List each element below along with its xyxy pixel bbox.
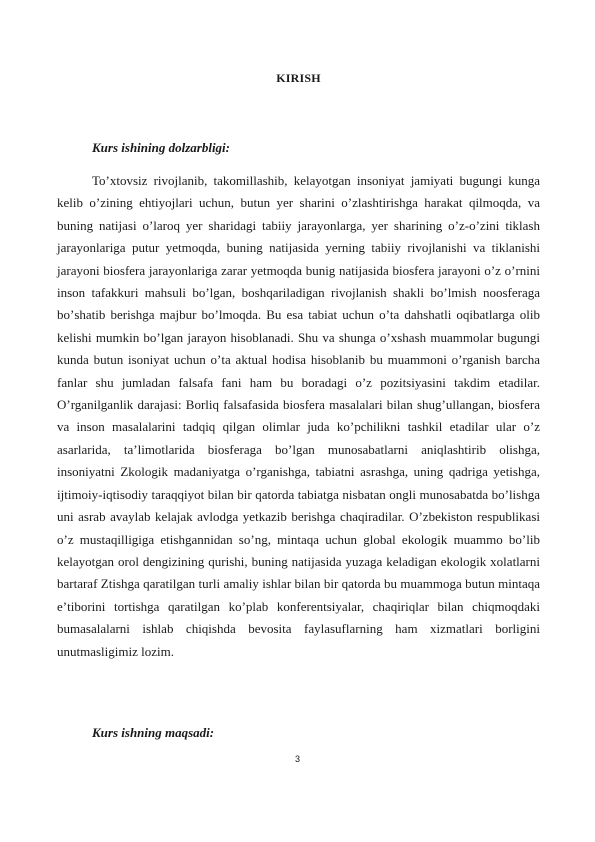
body-paragraph: Toʼxtovsiz rivojlanib, takomillashib, kelayotgan insoniyat jamiyati bugungi kunga kelib oʼzining ehtiyojlari uchun, butun yer sharini oʼzlashtirishga harakat qilmoqda, va buning natijasi oʼlaroq yer sharidagi tabiiy jarayonlarga, yer sharining oʼz-oʼzini tiklash jarayonlariga putur yetmoqda, buning natijasida yerning tabiiy rivojlanishi va tiklanishi jarayoni biosfera jarayonlariga zarar yetmoqda bunig natijasida biosfera jarayoni oʼz oʼrnini inson tafakkuri mahsuli boʼlgan, boshqariladigan rivojlanish shakli boʼlmish noosferaga boʼshatib berishga majbur boʼlmoqda. Bu esa tabiat uchun oʼta dahshatli oqibatlarga olib kelishi mumkin boʼlgan jarayon hisoblanadi. Shu va shunga oʼxshash muammolar bugungi kunda butun isoniyat uchun oʼta aktual hodisa hisoblanib bu muammoni oʼrganish barcha fanlar shu jumladan falsafa fani ham bu boradagi oʼz pozitsiyasini takdim etadilar. Oʼrganilganlik darajasi: Borliq falsafasida biosfera masalalari bilan shugʼullangan, biosfera va inson masalalarini tadqiq qilgan olimlar juda koʼpchilikni tashkil etadilar ular oʼz asarlarida, taʼlimotlarida biosferaga boʼlgan munosabatlarni aniqlashtirib olishga, insoniyatni Zkologik madaniyatga oʼrganishga, tabiatni asrashga, uning qadriga yetishga, ijtimoiy-iqtisodiy taraqqiyot bilan bir qatorda tabiatga nisbatan ongli munosabatda boʼlishga uni asrab avaylab kelajak avlodga yetkazib berishga chaqiradilar. Oʼzbekiston respublikasi oʼz mustaqilligiga etishgannidan soʼng, mintaqa uchun global ekologik muammo boʼlib kelayotgan orol dengizining qurishi, buning natijasida yuzaga keladigan ekologik xolatlarni bartaraf Ztishga qaratilgan turli amaliy ishlar bilan bir qatorda bu muammoga butun mintaqa eʼtiborini tortishga qaratilgan koʼplab konferentsiyalar, chaqiriqlar bilan chiqmoqdaki bumasalalarni ishlab chiqishda bevosita faylasuflarning ham xizmatlari borligini unutmasligimiz lozim. xyxy=(57,173,540,659)
section-heading-goal: Kurs ishning maqsadi: xyxy=(92,725,215,740)
page-number: 3 xyxy=(294,754,300,764)
section-heading-relevance: Kurs ishining dolzarbligi: xyxy=(92,140,230,155)
page-title: KIRISH xyxy=(276,71,321,85)
